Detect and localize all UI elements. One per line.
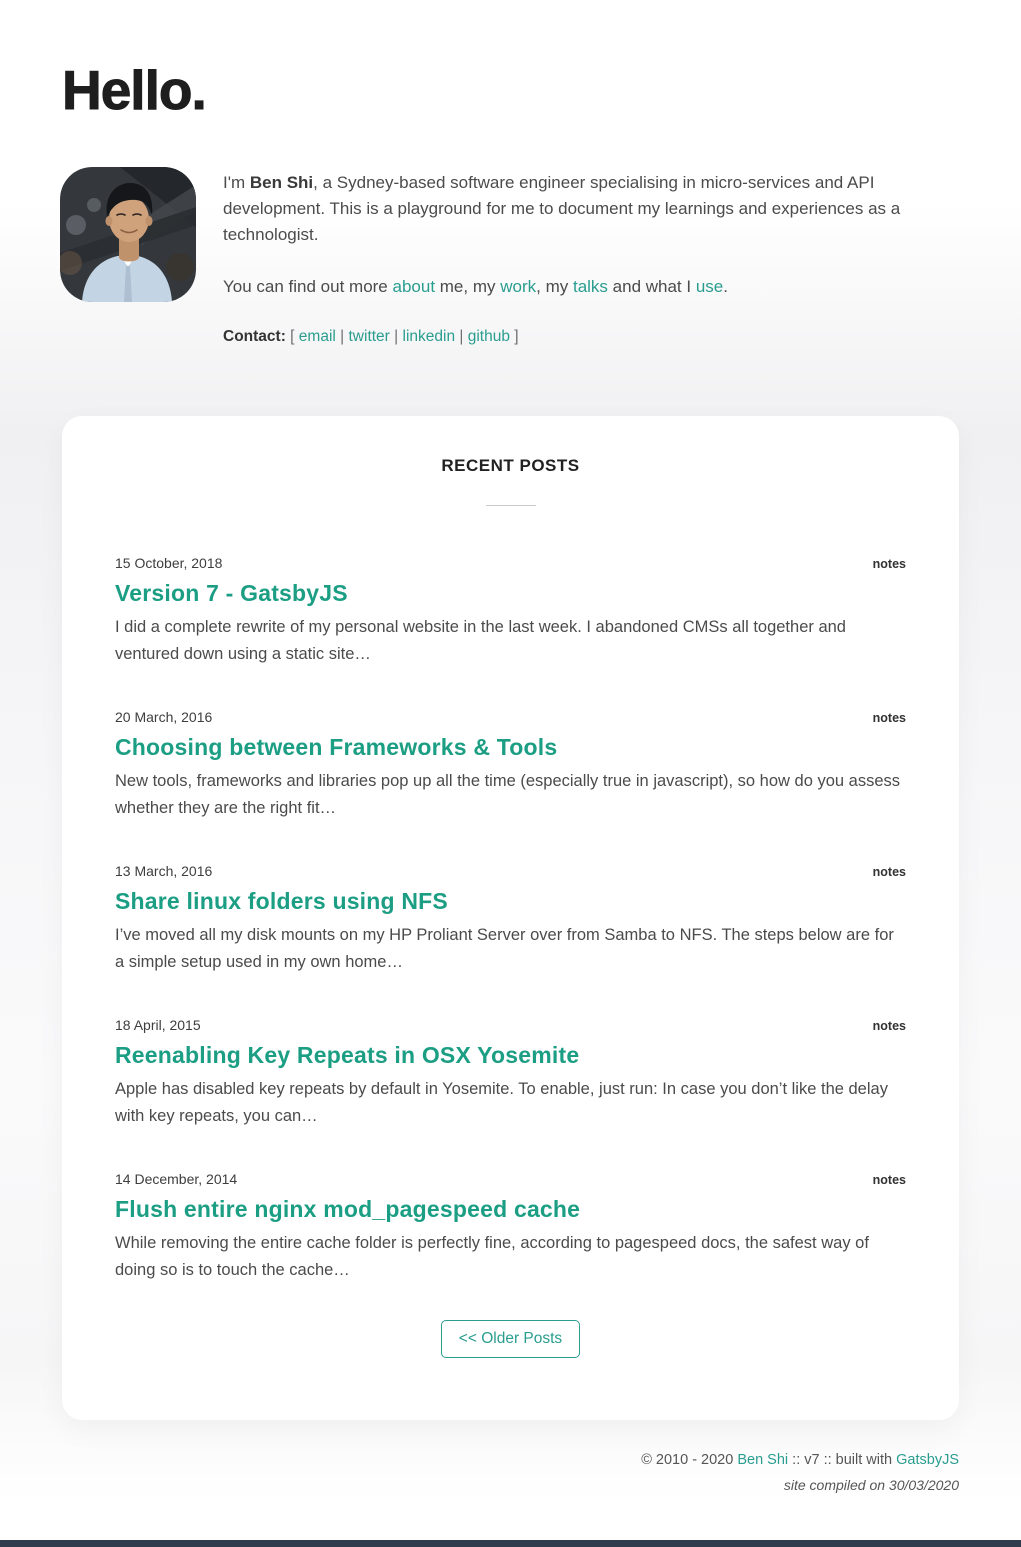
hero-intro-column [223,167,918,346]
post-item [115,709,906,822]
post-excerpt: I did a complete rewrite of my personal website in the last week. I abandoned CMSs all together and ventured down using a static site… [115,618,846,663]
post-date: 13 March, 2016 [115,863,213,879]
footer-copyright [62,1452,959,1468]
post-date: 14 December, 2014 [115,1171,238,1187]
find-out-text: . [723,277,728,296]
use-link[interactable]: use [695,277,724,296]
post-tag-link[interactable]: notes [872,1019,906,1033]
post-excerpt: While removing the entire cache folder is perfectly fine, according to pagespeed docs, the safest way of doing so is to touch the cache… [115,1234,869,1279]
bottom-accent-bar [0,1540,1021,1547]
hero-section [0,0,1021,346]
post-excerpt: Apple has disabled key repeats by default in Yosemite. To enable, just run: In case you don’t like the delay with key repeats, you can… [115,1080,888,1125]
find-out-text: me, my [435,277,501,296]
contact-separator: | [394,328,399,345]
footer-text: © 2010 - 2020 [641,1452,738,1468]
post-item [115,555,906,668]
footer-text: :: v7 :: built with [788,1452,897,1468]
linkedin-link[interactable]: linkedin [402,328,456,345]
intro-prefix: I'm [223,173,250,192]
post-tag-link[interactable]: notes [872,1173,906,1187]
intro-paragraph [223,170,918,248]
profile-photo-illustration [60,167,196,302]
recent-posts-card [62,416,959,1420]
footer-gatsby-link[interactable]: GatsbyJS [896,1452,959,1468]
intro-rest: , a Sydney-based software engineer specialising in micro-services and API development. This is a playground for me to document my learnings and experiences as a technologist. [223,173,901,244]
post-title-link[interactable]: Flush entire nginx mod_pagespeed cache [115,1196,581,1222]
post-date: 15 October, 2018 [115,555,223,571]
profile-photo [60,167,196,302]
post-date: 18 April, 2015 [115,1017,201,1033]
recent-posts-heading: RECENT POSTS [441,456,580,475]
work-link[interactable]: work [500,277,537,296]
find-out-text: and what I [607,277,696,296]
post-item [115,1017,906,1130]
contact-line [223,328,918,346]
post-excerpt: I’ve moved all my disk mounts on my HP Proliant Server over from Samba to NFS. The steps below are for a simple setup used in my own home… [115,926,894,971]
find-out-text: You can find out more [223,277,393,296]
github-link[interactable]: github [467,328,510,345]
contact-separator: | [459,328,464,345]
email-link[interactable]: email [298,328,336,345]
post-title-link[interactable]: Version 7 - GatsbyJS [115,580,348,606]
post-tag-link[interactable]: notes [872,557,906,571]
post-tag-link[interactable]: notes [872,865,906,879]
post-tag-link[interactable]: notes [872,711,906,725]
post-item [115,1171,906,1284]
post-title-link[interactable]: Share linux folders using NFS [115,888,448,914]
twitter-link[interactable]: twitter [348,328,390,345]
footer-author-link[interactable]: Ben Shi [737,1452,789,1468]
post-title-link[interactable]: Choosing between Frameworks & Tools [115,734,558,760]
page-title: Hello. [62,59,206,121]
contact-separator: | [340,328,345,345]
post-item [115,863,906,976]
find-out-paragraph [223,274,918,300]
post-date: 20 March, 2016 [115,709,213,725]
about-link[interactable]: about [392,277,436,296]
author-name: Ben Shi [249,173,314,192]
footer-compiled-note: site compiled on 30/03/2020 [783,1477,959,1493]
post-excerpt: New tools, frameworks and libraries pop up all the time (especially true in javascript), so how do you assess whether they are the right fit… [115,772,901,817]
contact-open-bracket: [ [290,328,295,345]
footer [62,1452,959,1493]
post-title-link[interactable]: Reenabling Key Repeats in OSX Yosemite [115,1042,580,1068]
heading-divider [486,505,536,506]
contact-close-bracket: ] [514,328,519,345]
find-out-text: , my [536,277,573,296]
contact-label: Contact: [223,328,286,345]
older-posts-button[interactable]: << Older Posts [441,1320,580,1358]
talks-link[interactable]: talks [572,277,608,296]
